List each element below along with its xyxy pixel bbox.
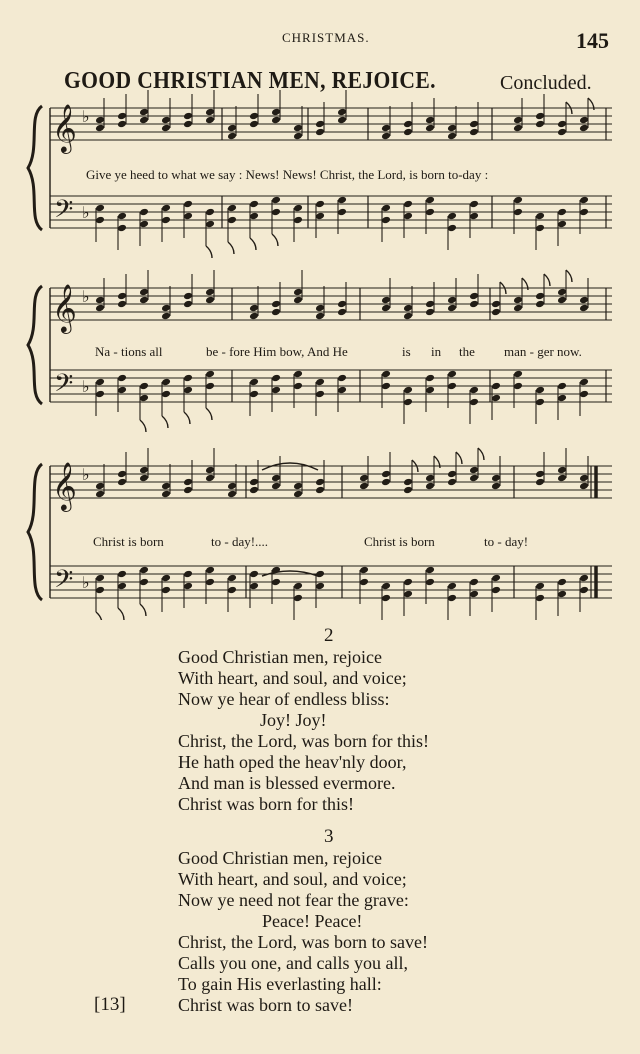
treble-clef: 𝄞 [52,461,77,510]
song-title: GOOD CHRISTIAN MEN, REJOICE. [64,68,436,94]
verse-line: Christ was born to save! [178,995,353,1015]
verse-line: Christ, the Lord, was born for this! [178,731,429,751]
page-number: 145 [576,28,609,53]
treble-clef: 𝄞 [52,103,77,152]
bass-clef: 𝄢 [54,369,74,404]
verse-line: Christ was born for this! [178,794,354,814]
lyric-syllable: the [459,344,475,359]
lyric-syllable: is [402,344,411,359]
note-flag [456,452,462,464]
verse-line: Good Christian men, rejoice [178,647,382,667]
verse-line: Now ye hear of endless bliss: [178,689,390,709]
note-flag [566,270,572,282]
note-flag [478,448,484,460]
lyric-syllable: in [431,344,442,359]
brace [28,286,42,404]
note-flag [544,274,550,286]
verse-line: Christ, the Lord, was born to save! [178,932,428,952]
verse-line: And man is blessed evermore. [178,773,396,793]
note-flag [96,612,102,620]
verse-line: To gain His everlasting hall: [178,974,382,994]
lyric-syllable: Christ is born [364,534,435,549]
flat-sign: ♭ [82,573,90,592]
note-flag [184,412,190,424]
bass-clef: 𝄢 [54,195,74,230]
verse-line: He hath oped the heav'nly door, [178,752,407,772]
flat-sign: ♭ [82,465,90,484]
flat-sign: ♭ [82,287,90,306]
treble-clef: 𝄞 [52,283,77,332]
verse-line: With heart, and soul, and voice; [178,668,407,688]
lyric-syllable: be - fore Him bow, And He [206,344,348,359]
note-flag [272,234,278,246]
lyric-syllable: man - ger now. [504,344,582,359]
flat-sign: ♭ [82,203,90,222]
verse-line: Now ye need not fear the grave: [178,890,409,910]
note-flag [140,420,146,432]
brace [28,106,42,230]
verse-line: Joy! Joy! [260,710,327,730]
verse-line: Good Christian men, rejoice [178,848,382,868]
flat-sign: ♭ [82,107,90,126]
verse-line: Peace! Peace! [262,911,363,931]
note-flag [140,604,146,616]
verse-number: 2 [324,625,334,646]
verse-line: Calls you one, and calls you all, [178,953,408,973]
lyric-syllable: Na - tions all [95,344,163,359]
note-flag [250,238,256,250]
lyric-syllable: to - day! [484,534,529,549]
concluded-note: Concluded. [500,72,592,94]
note-flag [118,608,124,620]
lyric-syllable: Christ is born [93,534,164,549]
note-flag [206,408,212,420]
flat-sign: ♭ [82,377,90,396]
note-flag [162,416,168,428]
bass-clef: 𝄢 [54,565,74,600]
lyrics-line-1: Give ye heed to what we say : News! News! Christ, the Lord, is born to-day : [86,167,489,182]
brace [28,464,42,600]
verse-line: With heart, and soul, and voice; [178,869,407,889]
note-flag [206,246,212,258]
running-head: CHRISTMAS. [282,30,370,45]
signature-mark: [13] [94,994,126,1015]
note-flag [228,242,234,254]
lyric-syllable: to - day!.... [211,534,269,549]
verse-number: 3 [324,826,334,847]
